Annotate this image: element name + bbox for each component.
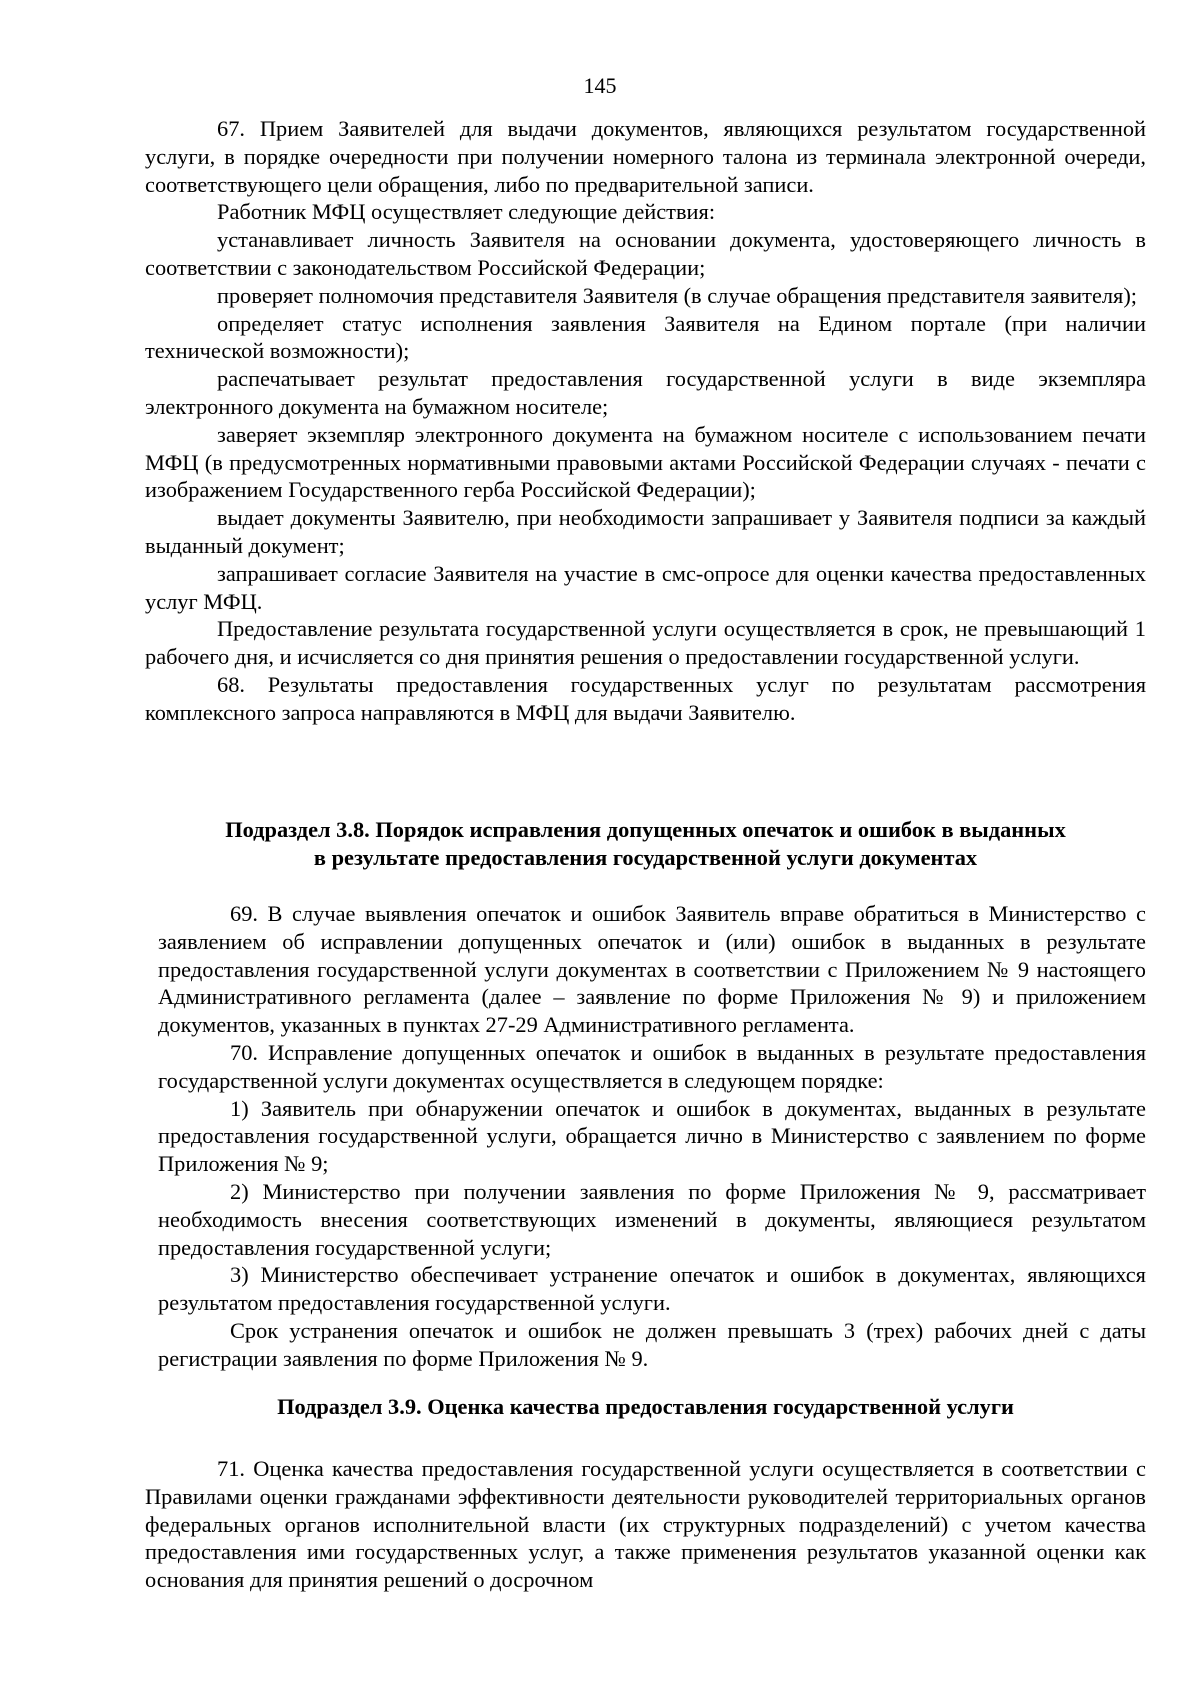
subsection-3-8-heading-line-2: в результате предоставления государственной услуги документах [313,845,978,870]
paragraph-68: 68. Результаты предоставления государственных услуг по результатам рассмотрения комплексного запроса направляются в МФЦ для выдачи Заявителю. [145,671,1146,725]
paragraph-correction-term: Срок устранения опечаток и ошибок не должен превышать 3 (трех) рабочих дней с даты регистрации заявления по форме Приложения № 9. [158,1317,1146,1371]
paragraph-70: 70. Исправление допущенных опечаток и ошибок в выданных в результате предоставления государственной услуги документах осуществляется в следующем порядке: [158,1039,1146,1093]
section-items-67-68 [145,115,1146,727]
paragraph-67: 67. Прием Заявителей для выдачи документов, являющихся результатом государственной услуги, в порядке очередности при получении номерного талона из терминала электронной очереди, соответствующего цели обращения, либо по предварительной записи. [145,116,1146,197]
paragraph-certify-copy: заверяет экземпляр электронного документа на бумажном носителе с использованием печати МФЦ (в предусмотренных нормативными правовыми актами Российской Федерации случаях - печати с изображением Государственного герба Российской Федерации); [145,421,1146,503]
paragraph-70-step-2: 2) Министерство при получении заявления по форме Приложения № 9, рассматривает необходимость внесения соответствующих изменений в документы, являющиеся результатом предоставления государственной услуги; [158,1178,1146,1260]
paragraph-print-result: распечатывает результат предоставления государственной услуги в виде экземпляра электронного документа на бумажном носителе; [145,366,1146,419]
paragraph-result-term: Предоставление результата государственной услуги осуществляется в срок, не превышающий 1 рабочего дня, и исчисляется со дня принятия решения о предоставлении государственной услуги. [145,616,1146,670]
subsection-3-9-heading [145,1393,1146,1421]
subsection-3-8-heading [145,816,1146,872]
paragraph-71: 71. Оценка качества предоставления государственной услуги осуществляется в соответствии с Правилами оценки гражданами эффективности деятельности руководителей территориальных органов федеральных органов исполнительной власти (их структурных подразделений) с учетом качества предоставления ими государственных услуг, а также применения результатов указанной оценки как основания для принятия решений о досрочном [145,1456,1146,1593]
paragraph-status-check: определяет статус исполнения заявления Заявителя на Едином портале (при наличии технической возможности); [145,310,1146,364]
subsection-3-9-heading-line-1: Подраздел 3.9. Оценка качества предоставления государственной услуги [277,1394,1014,1419]
section-items-69-70 [158,900,1146,1373]
paragraph-identify-applicant: устанавливает личность Заявителя на основании документа, удостоверяющего личность в соответствии с законодательством Российской Федерации; [145,227,1146,280]
section-item-71 [145,1455,1146,1594]
paragraph-check-authority: проверяет полномочия представителя Заявителя (в случае обращения представителя заявителя); [217,282,1138,308]
paragraph-issue-documents: выдает документы Заявителю, при необходимости запрашивает у Заявителя подписи за каждый выданный документ; [145,505,1146,558]
paragraph-sms-survey: запрашивает согласие Заявителя на участие в смс-опросе для оценки качества предоставленных услуг МФЦ. [145,560,1146,614]
paragraph-70-step-3: 3) Министерство обеспечивает устранение опечаток и ошибок в документах, являющихся результатом предоставления государственной услуги. [158,1262,1146,1316]
paragraph-mfc-actions-intro: Работник МФЦ осуществляет следующие действия: [217,199,716,225]
subsection-3-8-heading-line-1: Подраздел 3.8. Порядок исправления допущенных опечаток и ошибок в выданных [225,817,1066,842]
paragraph-70-step-1: 1) Заявитель при обнаружении опечаток и ошибок в документах, выданных в результате предоставления государственной услуги, обращается лично в Министерство с заявлением по форме Приложения № 9; [158,1095,1146,1177]
paragraph-69: 69. В случае выявления опечаток и ошибок Заявитель вправе обратиться в Министерство с заявлением об исправлении допущенных опечаток и (или) ошибок в выданных в результате предоставления государственной услуги документах в соответствии с Приложением № 9 настоящего Административного регламента (далее – заявление по форме Приложения № 9) и приложением документов, указанных в пунктах 27-29 Административного регламента. [158,901,1146,1038]
page-number: 145 [583,73,617,98]
